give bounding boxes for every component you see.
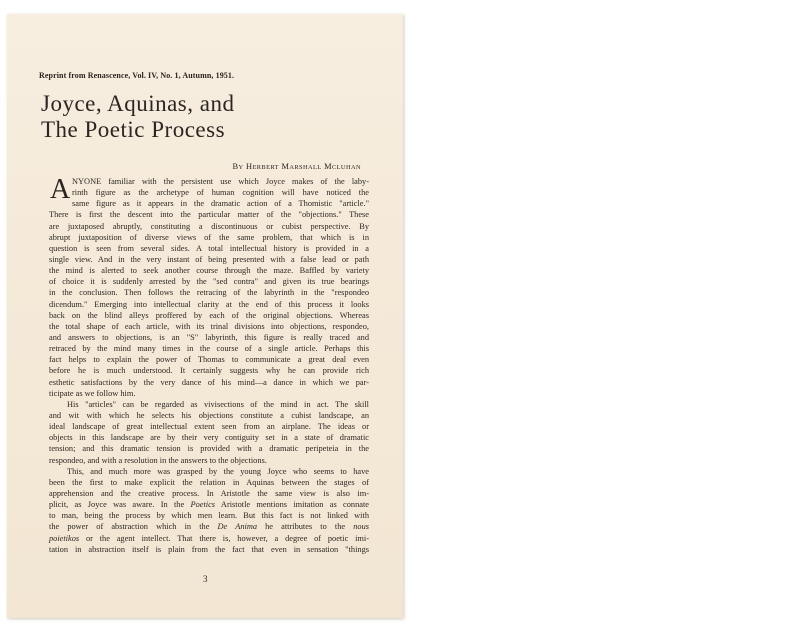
body-line: been the first to make explicit the relation in Aquinas between the stages of (49, 477, 369, 487)
body-line: NYONE familiar with the persistent use which Joyce makes of the laby- (72, 177, 369, 186)
body-line: ticipate as we follow him. (49, 388, 136, 398)
article-body (49, 176, 369, 555)
body-line: abrupt juxtaposition of diverse views of the same problem, that which is in (49, 232, 369, 242)
body-line: retraced by the mind many times in the course of a single article. Perhaps this (49, 344, 369, 354)
body-line: before he is much understood. It certainly suggests why he can provide rich (49, 366, 369, 376)
drop-cap: A (50, 174, 71, 205)
body-line: in the conclusion. Then follows the retracing of the labyrinth in the "respondeo (49, 288, 369, 298)
reprint-notice: Reprint from Renascence, Vol. IV, No. 1, Autumn, 1951. (39, 71, 235, 80)
title-line-2: The Poetic Process (41, 117, 226, 142)
body-line: His "articles" can be regarded as vivisections of the mind in act. The skill (67, 399, 369, 409)
body-line: the mind is alerted to seek another course through the maze. Baffled by variety (49, 266, 369, 276)
body-line: objects in this landscape are by their very contiguity set in a state of dramatic (49, 433, 369, 443)
body-line: rinth figure as the archetype of human cognition will have noticed the (72, 188, 369, 198)
body-line: and answers to objections, is an "S" labyrinth, this figure is really traced and (49, 332, 369, 342)
article-byline: BY HERBERT MARSHALL MCLUHAN (232, 162, 361, 171)
body-line: tension; and this dramatic tension is provided with a dramatic peripeteia in the (49, 444, 369, 454)
body-line: and wit with which he selects his objections constitute a cubist landscape, an (49, 410, 369, 420)
body-line: are juxtaposed abruptly, constituting a discontinuous or cubist perspective. By (49, 221, 369, 231)
title-line-1: Joyce, Aquinas, and (41, 91, 235, 116)
body-line: back on the blind alleys proffered by each of the original objections. Whereas (49, 310, 369, 320)
body-line: ideal landscape of great intellectual extent seen from an airplane. The ideas or (49, 422, 369, 432)
body-line: of choice it is suddenly arrested by the "sed contra" and given its true bearings (49, 277, 369, 287)
body-line: dicendum." Emerging into intellectual clarity at the end of this process it looks (49, 299, 369, 309)
body-line: This, and much more was grasped by the young Joyce who seems to have (67, 466, 369, 476)
page-number: 3 (203, 574, 208, 584)
body-line: same figure as it appears in the dramatic action of a Thomistic "article." (72, 199, 369, 209)
body-line: There is first the descent into the particular matter of the "objections." These (49, 210, 369, 220)
body-line: single view. And in the very instant of being presented with a false lead or path (49, 254, 369, 264)
document-page (7, 14, 403, 618)
body-line: apprehension and the creative process. In Aristotle the same view is also im- (49, 488, 369, 498)
body-line: tation in abstraction itself is plain from the fact that even in sensation "things (49, 544, 369, 554)
body-line: fact helps to explain the power of Thomas to communicate a great deal even (49, 355, 369, 365)
article-title (41, 91, 234, 143)
body-line: poietikos or the agent intellect. That there is, however, a degree of poetic imi- (49, 533, 369, 543)
body-line: esthetic satisfactions by the very dance of his mind—a dance in which we par- (49, 377, 369, 387)
body-line: respondeo, and with a resolution in the answers to the objections. (49, 455, 267, 465)
body-line: the total shape of each article, with its trinal divisions into objections, respondeo, (49, 321, 369, 331)
body-line: plicit, as Joyce was aware. In the Poetics Aristotle mentions imitation as connate (49, 500, 369, 510)
body-line: the power of abstraction which in the De Anima he attributes to the nous (49, 522, 369, 532)
body-line: question is seen from several sides. A total intellectual history is provided in a (49, 243, 369, 253)
body-line: to man, being the process by which men learn. But this fact is not linked with (49, 511, 369, 521)
